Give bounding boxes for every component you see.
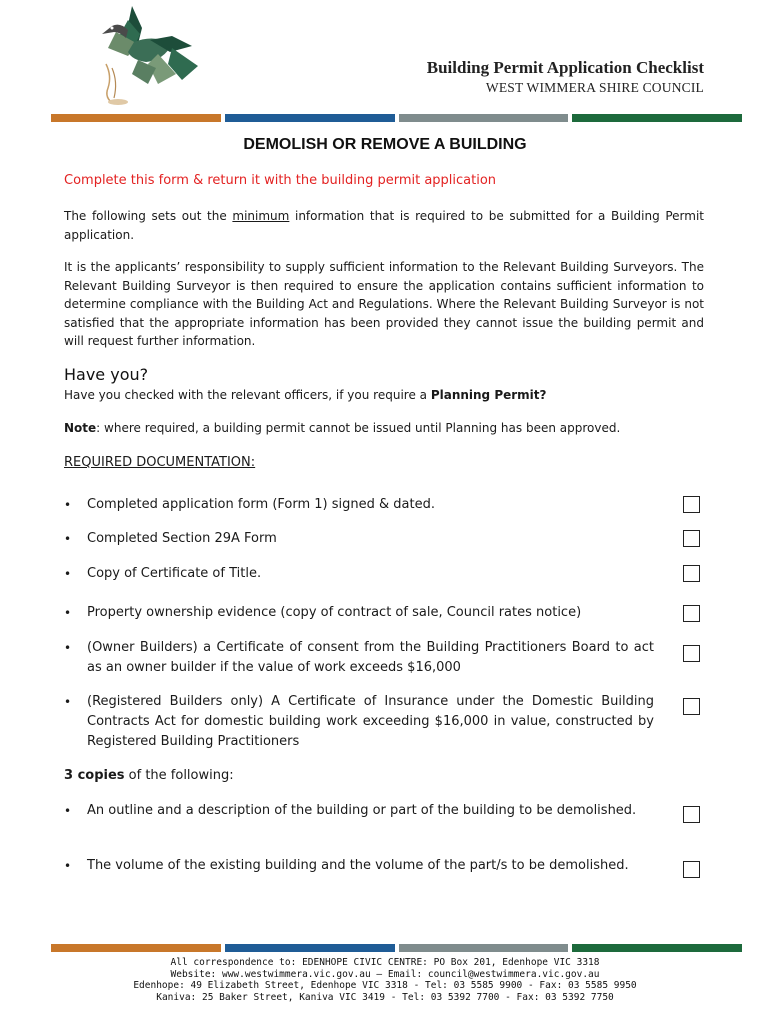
bullet-icon: •	[64, 567, 72, 581]
checklist-item-text: Completed application form (Form 1) signed & dated.	[87, 497, 435, 512]
instruction-text: Complete this form & return it with the building permit application	[64, 173, 497, 188]
checklist-item	[64, 638, 704, 698]
checklist-item-text: Completed Section 29A Form	[87, 531, 277, 546]
intro-after: information that is required to be submitted for a Building Permit application.	[64, 209, 704, 242]
checklist-title: Building Permit Application Checklist	[426, 58, 704, 77]
council-name: WEST WIMMERA SHIRE COUNCIL	[485, 80, 704, 95]
checklist-checkbox[interactable]	[683, 530, 700, 547]
checklist-checkbox[interactable]	[683, 861, 700, 878]
planning-permit-label: Planning Permit?	[430, 388, 547, 402]
bullet-icon: •	[64, 804, 72, 818]
checklist-item-text: The volume of the existing building and the volume of the part/s to be demolished.	[87, 858, 629, 873]
note-label: Note	[64, 421, 97, 435]
bar-segment-blue	[225, 944, 395, 952]
bullet-icon: •	[64, 859, 72, 873]
checklist-item	[64, 856, 704, 916]
checklist-item	[64, 801, 704, 861]
bullet-icon: •	[64, 498, 72, 512]
council-logo	[98, 4, 206, 110]
intro-before: The following sets out the	[64, 209, 233, 223]
checklist-checkbox[interactable]	[683, 698, 700, 715]
intro-paragraph	[64, 207, 704, 244]
note-text: : where required, a building permit cannot be issued until Planning has been approved.	[96, 421, 621, 435]
copies-count: 3 copies	[64, 768, 125, 783]
have-you-heading: Have you?	[64, 365, 149, 384]
checklist-checkbox[interactable]	[683, 565, 700, 582]
required-documentation-heading: REQUIRED DOCUMENTATION:	[64, 455, 256, 470]
planning-question-text: Have you checked with the relevant officers, if you require a	[64, 388, 431, 402]
footer-colour-bar	[51, 944, 742, 952]
checklist-checkbox[interactable]	[683, 645, 700, 662]
bar-segment-orange	[51, 114, 221, 122]
checklist-item-text: Copy of Certificate of Title.	[87, 566, 262, 581]
bar-segment-blue	[225, 114, 395, 122]
planning-question	[64, 388, 547, 402]
copies-heading	[64, 768, 234, 783]
checklist-checkbox[interactable]	[683, 496, 700, 513]
checklist-item-text: (Owner Builders) a Certificate of consent from the Building Practitioners Board to act as an owner builder if the value of work exceeds $16,000	[87, 640, 654, 675]
bullet-icon: •	[64, 532, 72, 546]
intro-emphasis: minimum	[232, 209, 290, 223]
responsibility-paragraph: It is the applicants’ responsibility to supply sufficient information to the Relevant Building Surveyors. The Relevant Building Surveyor is then required to ensure the application contains sufficient information to determine compliance with the Building Act and Regulations. Where the Relevant Building Surveyor is not satisfied that the appropriate information has been provided they cannot issue the building permit and will request further information.	[64, 260, 704, 348]
footer-kaniva: Kaniva: 25 Baker Street, Kaniva VIC 3419 - Tel: 03 5392 7700 - Fax: 03 5392 7750	[156, 991, 614, 1003]
bar-segment-green	[572, 944, 742, 952]
bullet-icon: •	[64, 641, 72, 655]
bar-segment-grey	[399, 944, 569, 952]
header-colour-bar	[51, 114, 742, 122]
checklist-item-text: (Registered Builders only) A Certificate of Insurance under the Domestic Building Contracts Act for domestic building work exceeding $16,000 in value, constructed by Registered Building Practitioners	[87, 694, 654, 749]
checklist-item-text: An outline and a description of the building or part of the building to be demolished.	[87, 803, 637, 818]
checklist-checkbox[interactable]	[683, 605, 700, 622]
planning-note	[64, 421, 620, 435]
bullet-icon: •	[64, 606, 72, 620]
footer-correspondence: All correspondence to: EDENHOPE CIVIC CENTRE: PO Box 201, Edenhope VIC 3318	[170, 957, 600, 968]
document-title: DEMOLISH OR REMOVE A BUILDING	[243, 136, 527, 153]
bullet-icon: •	[64, 695, 72, 709]
checklist-item-text: Property ownership evidence (copy of contract of sale, Council rates notice)	[87, 605, 582, 620]
bar-segment-green	[572, 114, 742, 122]
checklist-checkbox[interactable]	[683, 806, 700, 823]
footer	[0, 957, 770, 1003]
bar-segment-orange	[51, 944, 221, 952]
checklist-item	[64, 692, 704, 752]
copies-rest: of the following:	[124, 768, 234, 783]
footer-website: Website: www.westwimmera.vic.gov.au – Email: council@westwimmera.vic.gov.au	[170, 968, 600, 980]
footer-edenhope: Edenhope: 49 Elizabeth Street, Edenhope VIC 3318 - Tel: 03 5585 9900 - Fax: 03 5585 9950	[133, 980, 637, 991]
bar-segment-grey	[399, 114, 569, 122]
